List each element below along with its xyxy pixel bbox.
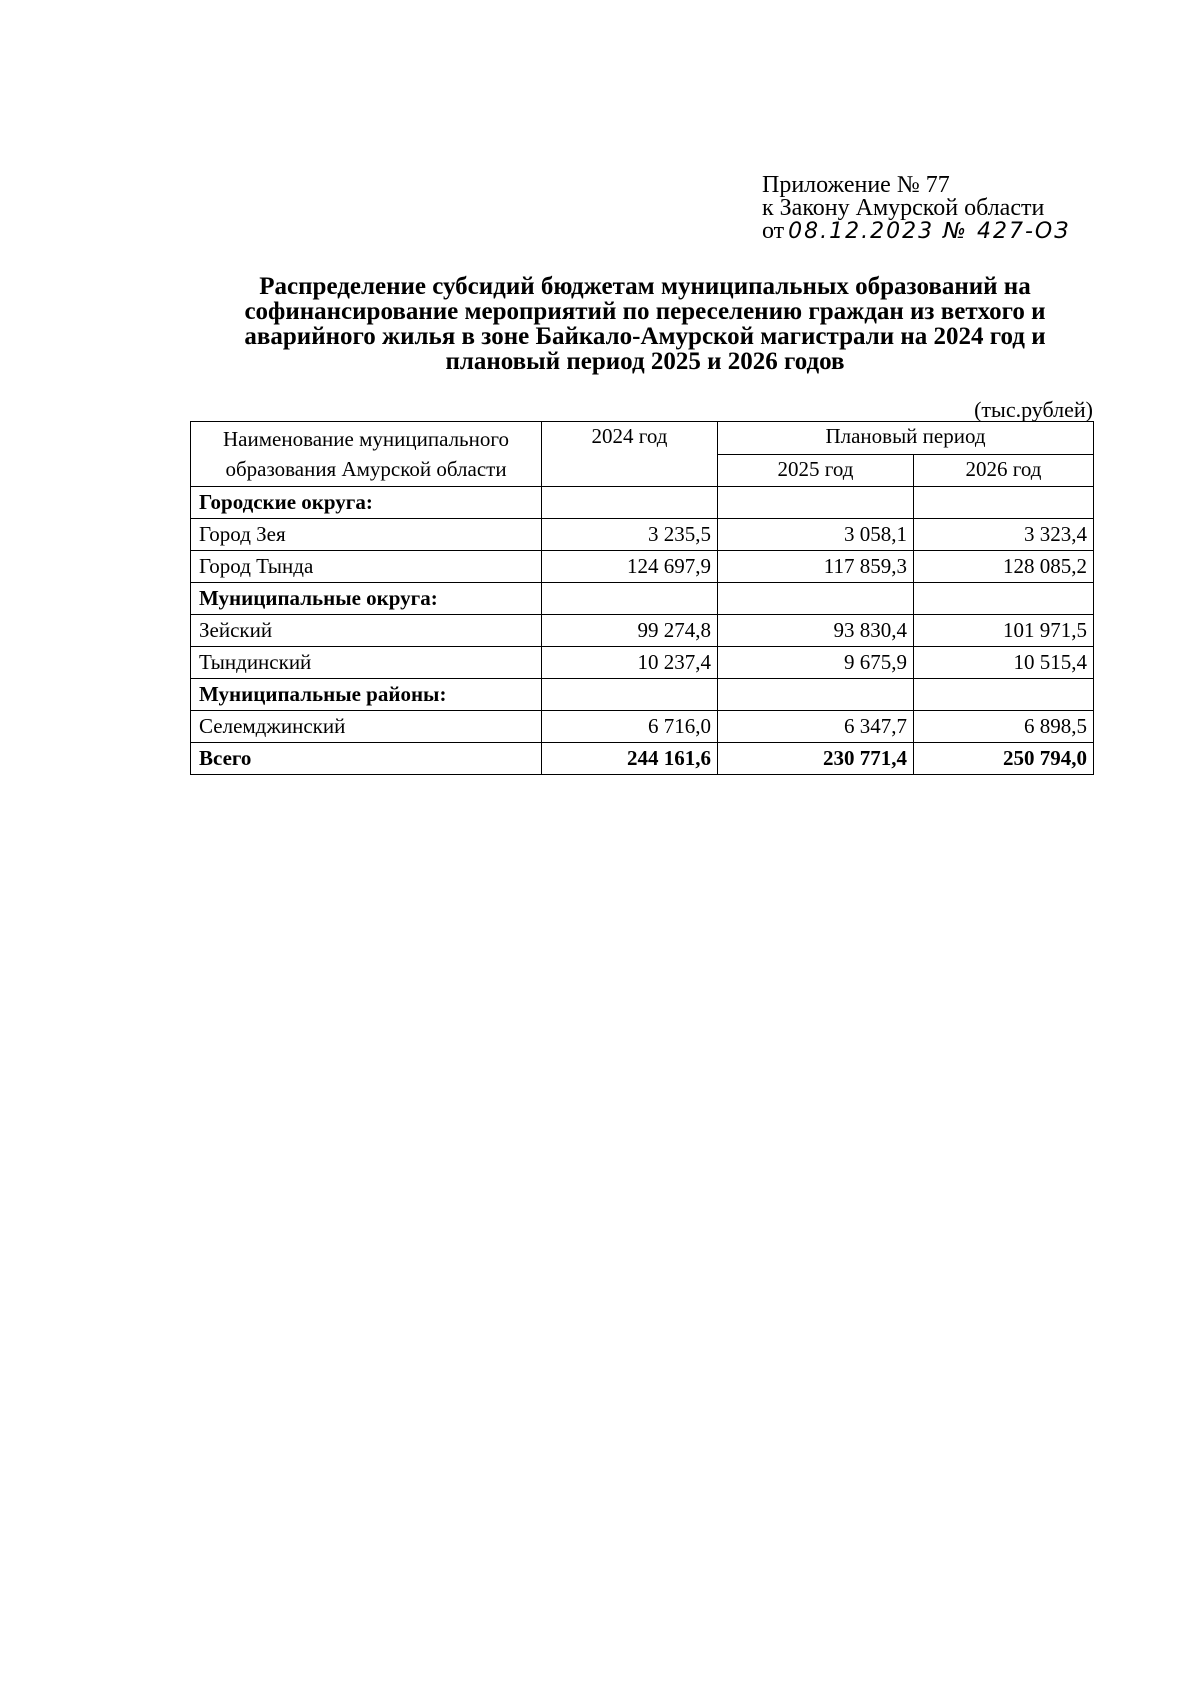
table-row-group <box>191 679 1094 711</box>
handwritten-date-number: 08.12.2023 № 427-ОЗ <box>788 219 1071 244</box>
row-name: Город Зея <box>191 519 542 551</box>
appendix-law-reference: к Закону Амурской области <box>762 195 1045 221</box>
cell-2024: 244 161,6 <box>542 743 718 775</box>
cell-2026 <box>914 487 1094 519</box>
cell-2026: 250 794,0 <box>914 743 1094 775</box>
appendix-number: Приложение № 77 <box>762 172 950 198</box>
cell-2024: 3 235,5 <box>542 519 718 551</box>
row-name: Селемджинский <box>191 711 542 743</box>
appendix-date-line <box>762 220 1070 243</box>
subsidy-table <box>190 421 1094 775</box>
cell-2024 <box>542 679 718 711</box>
table-row-group <box>191 487 1094 519</box>
column-header-name: Наименование муниципального образования Амурской области <box>191 422 542 487</box>
row-name: Муниципальные районы: <box>191 679 542 711</box>
cell-2026 <box>914 679 1094 711</box>
table-row <box>191 519 1094 551</box>
cell-2024: 10 237,4 <box>542 647 718 679</box>
table-row-group <box>191 583 1094 615</box>
cell-2026: 128 085,2 <box>914 551 1094 583</box>
table-row <box>191 711 1094 743</box>
cell-2024 <box>542 583 718 615</box>
column-header-planned-period: Плановый период <box>718 422 1094 455</box>
cell-2025: 3 058,1 <box>718 519 914 551</box>
table-row <box>191 551 1094 583</box>
cell-2024: 99 274,8 <box>542 615 718 647</box>
cell-2026: 101 971,5 <box>914 615 1094 647</box>
table-row <box>191 615 1094 647</box>
cell-2025: 117 859,3 <box>718 551 914 583</box>
appendix-date-prefix: от <box>762 218 785 244</box>
cell-2025: 6 347,7 <box>718 711 914 743</box>
cell-2026: 6 898,5 <box>914 711 1094 743</box>
table-row <box>191 647 1094 679</box>
cell-2025: 93 830,4 <box>718 615 914 647</box>
document-title: Распределение субсидий бюджетам муниципальных образований на софинансирование мероприятий по переселению граждан из ветхого и аварийного жилья в зоне Байкало-Амурской магистрали на 2024 год и плановый период 2025 и 2026 годов <box>244 273 1046 375</box>
column-header-2026: 2026 год <box>914 454 1094 487</box>
row-name: Город Тында <box>191 551 542 583</box>
cell-2026 <box>914 583 1094 615</box>
cell-2026: 3 323,4 <box>914 519 1094 551</box>
cell-2025: 9 675,9 <box>718 647 914 679</box>
table-row-total <box>191 743 1094 775</box>
row-name: Зейский <box>191 615 542 647</box>
appendix-header <box>762 174 1070 243</box>
row-name: Всего <box>191 743 542 775</box>
cell-2025 <box>718 679 914 711</box>
cell-2024: 124 697,9 <box>542 551 718 583</box>
row-name: Тындинский <box>191 647 542 679</box>
column-header-2024: 2024 год <box>542 422 718 487</box>
row-name: Городские округа: <box>191 487 542 519</box>
units-label: (тыс.рублей) <box>974 397 1093 422</box>
cell-2024 <box>542 487 718 519</box>
column-header-2025: 2025 год <box>718 454 914 487</box>
cell-2025 <box>718 583 914 615</box>
cell-2026: 10 515,4 <box>914 647 1094 679</box>
row-name: Муниципальные округа: <box>191 583 542 615</box>
cell-2024: 6 716,0 <box>542 711 718 743</box>
cell-2025 <box>718 487 914 519</box>
cell-2025: 230 771,4 <box>718 743 914 775</box>
